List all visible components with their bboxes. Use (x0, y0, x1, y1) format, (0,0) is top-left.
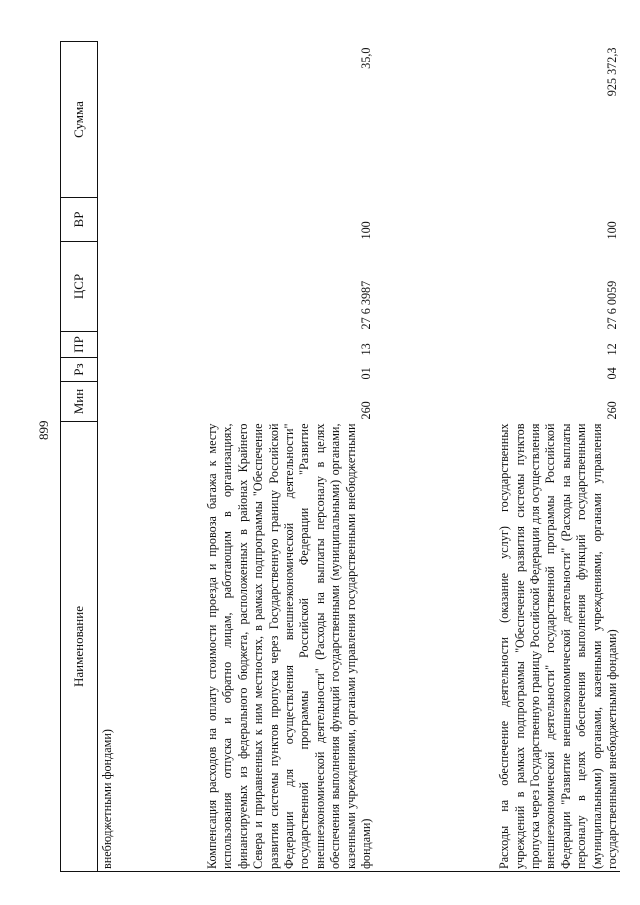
header-rz: Рз (61, 358, 98, 382)
page-number: 899 (36, 420, 51, 440)
header-vr: ВР (61, 198, 98, 242)
row-min: 260 (605, 401, 619, 420)
header-min: Мин (61, 382, 98, 422)
continuation-text: внебюджетными фондами) (98, 422, 120, 872)
budget-table (60, 41, 620, 872)
row-sum: 925 372,3 (605, 47, 619, 97)
row-min: 260 (359, 401, 373, 420)
row-rz: 01 (359, 367, 373, 380)
row-pr: 13 (359, 343, 373, 356)
table-row (119, 42, 374, 872)
row-rz: 04 (605, 367, 619, 380)
row-csr: 27 6 0059 (605, 280, 619, 330)
row-name: Компенсация расходов на оплату стоимости проезда и провоза багажа к месту использования отпуска и обратно лицам, работающим в организациях, финансируемых из федерального бюджета, расположенных в районах Крайнего Севера и приравненных к ним местностях, в рамках подпрограммы "Обеспечение развития системы пунктов пропуска через Государственную границу Российской Федерации для осуществления внешнеэкономической деятельности" государственной программы Российской Федерации "Развитие внешнеэкономической деятельности" (Расходы на выплаты персоналу в целях обеспечения выполнения функций государственными (муниципальными) органами, казенными учреждениями, органами управления государственными внебюджетными фондами) (119, 422, 374, 872)
row-name: Расходы на обеспечение деятельности (оказание услуг) государственных учреждений в рамках подпрограммы "Обеспечение развития системы пунктов пропуска через Государственную границу Российской Федерации для осуществления внешнеэкономической деятельности" государственной программы Российской Федерации "Развитие внешнеэкономической деятельности" (Расходы на выплаты персоналу в целях обеспечения выполнения функций государственными (муниципальными) органами, казенными учреждениями, органами управления государственными внебюджетными фондами) (374, 422, 620, 872)
row-pr: 12 (605, 343, 619, 356)
row-csr: 27 6 3987 (359, 280, 373, 330)
table-row-continuation (98, 42, 120, 872)
row-vr: 100 (359, 221, 373, 240)
header-sum: Сумма (61, 42, 98, 198)
header-csr: ЦСР (61, 242, 98, 332)
row-sum: 35,0 (359, 47, 373, 69)
row-vr: 100 (605, 221, 619, 240)
header-name: Наименование (61, 422, 98, 872)
table-header-row (61, 42, 98, 872)
table-row (374, 42, 620, 872)
budget-table-rotated (60, 42, 619, 872)
header-pr: ПР (61, 332, 98, 358)
